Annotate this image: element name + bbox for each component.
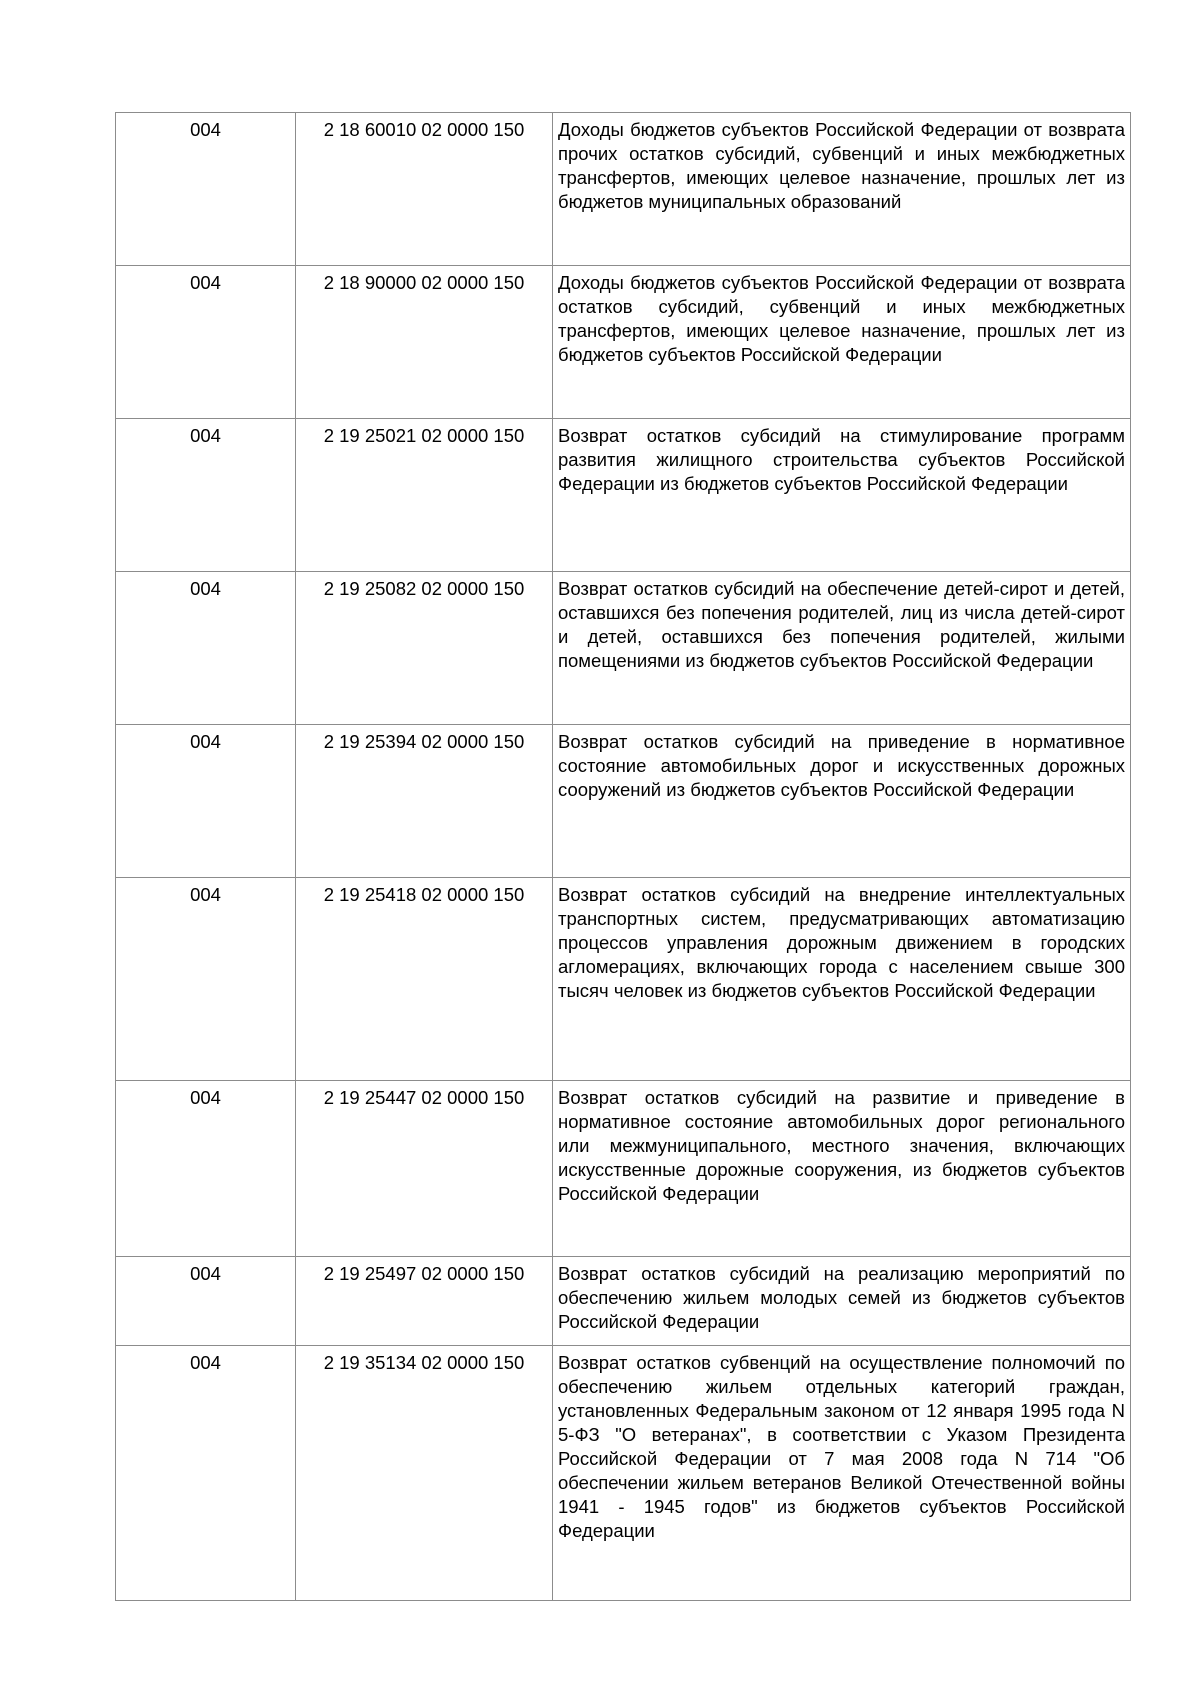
income-name-cell: Доходы бюджетов субъектов Российской Федерации от возврата прочих остатков субсидий, субвенций и иных межбюджетных трансфертов, имеющих целевое назначение, прошлых лет из бюджетов муниципальных образований [553,113,1131,266]
admin-code-cell: 004 [116,572,296,725]
income-name-cell: Доходы бюджетов субъектов Российской Федерации от возврата остатков субсидий, субвенций и иных межбюджетных трансфертов, имеющих целевое назначение, прошлых лет из бюджетов субъектов Российской Федерации [553,266,1131,419]
table-row [116,572,1131,725]
budget-code-cell: 2 19 25447 02 0000 150 [296,1081,553,1257]
table-row [116,419,1131,572]
income-name-cell: Возврат остатков субсидий на внедрение интеллектуальных транспортных систем, предусматривающих автоматизацию процессов управления дорожным движением в городских агломерациях, включающих города с населением свыше 300 тысяч человек из бюджетов субъектов Российской Федерации [553,878,1131,1081]
admin-code-cell: 004 [116,266,296,419]
income-name-cell: Возврат остатков субсидий на обеспечение детей-сирот и детей, оставшихся без попечения родителей, лиц из числа детей-сирот и детей, оставшихся без попечения родителей, жилыми помещениями из бюджетов субъектов Российской Федерации [553,572,1131,725]
budget-code-cell: 2 19 25082 02 0000 150 [296,572,553,725]
table-row [116,725,1131,878]
table-row [116,1257,1131,1346]
admin-code-cell: 004 [116,878,296,1081]
admin-code-cell: 004 [116,1081,296,1257]
admin-code-cell: 004 [116,113,296,266]
income-name-cell: Возврат остатков субвенций на осуществление полномочий по обеспечению жильем отдельных категорий граждан, установленных Федеральным законом от 12 января 1995 года N 5-ФЗ "О ветеранах", в соответствии с Указом Президента Российской Федерации от 7 мая 2008 года N 714 "Об обеспечении жильем ветеранов Великой Отечественной войны 1941 - 1945 годов" из бюджетов субъектов Российской Федерации [553,1346,1131,1601]
admin-code-cell: 004 [116,1257,296,1346]
income-name-cell: Возврат остатков субсидий на реализацию мероприятий по обеспечению жильем молодых семей из бюджетов субъектов Российской Федерации [553,1257,1131,1346]
admin-code-cell: 004 [116,419,296,572]
table-row [116,113,1131,266]
budget-code-cell: 2 19 25021 02 0000 150 [296,419,553,572]
budget-code-cell: 2 19 35134 02 0000 150 [296,1346,553,1601]
table-row [116,1346,1131,1601]
table-row [116,1081,1131,1257]
budget-code-cell: 2 18 90000 02 0000 150 [296,266,553,419]
budget-codes-table [115,112,1131,1601]
admin-code-cell: 004 [116,1346,296,1601]
budget-code-cell: 2 19 25497 02 0000 150 [296,1257,553,1346]
income-name-cell: Возврат остатков субсидий на стимулирование программ развития жилищного строительства субъектов Российской Федерации из бюджетов субъектов Российской Федерации [553,419,1131,572]
table-row [116,878,1131,1081]
income-name-cell: Возврат остатков субсидий на приведение в нормативное состояние автомобильных дорог и искусственных дорожных сооружений из бюджетов субъектов Российской Федерации [553,725,1131,878]
budget-code-cell: 2 19 25418 02 0000 150 [296,878,553,1081]
budget-code-cell: 2 18 60010 02 0000 150 [296,113,553,266]
budget-code-cell: 2 19 25394 02 0000 150 [296,725,553,878]
income-name-cell: Возврат остатков субсидий на развитие и приведение в нормативное состояние автомобильных дорог регионального или межмуниципального, местного значения, включающих искусственные дорожные сооружения, из бюджетов субъектов Российской Федерации [553,1081,1131,1257]
admin-code-cell: 004 [116,725,296,878]
table-row [116,266,1131,419]
